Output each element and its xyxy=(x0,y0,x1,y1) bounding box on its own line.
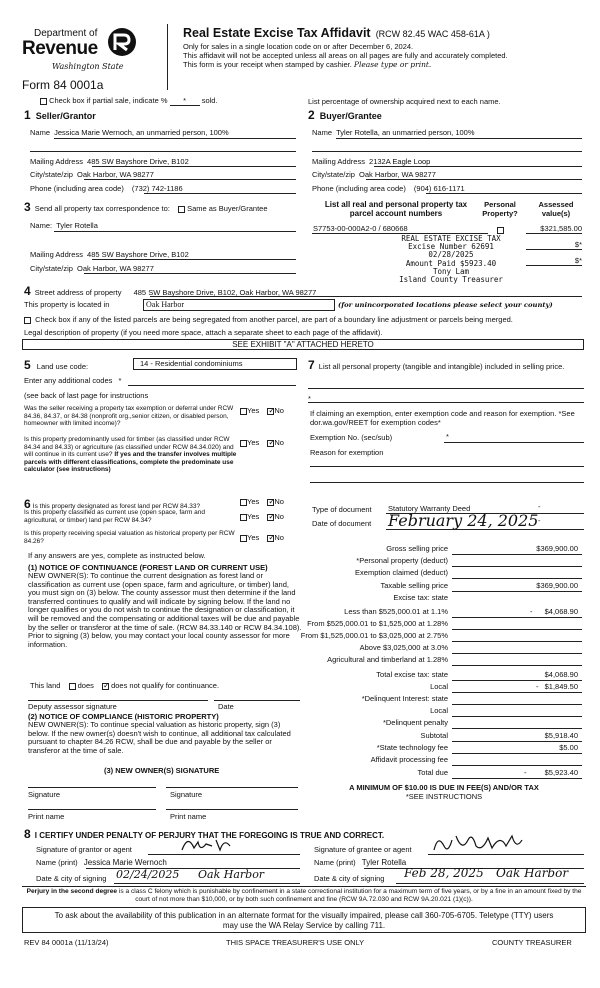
perjury-bold: Perjury in the second degree xyxy=(26,888,118,895)
buyer-section-title: Buyer/Grantee xyxy=(319,111,382,121)
land-use-q1-answer xyxy=(240,406,284,415)
correspondence-section-number: 3 xyxy=(24,200,31,214)
personal-property-section-number: 7 xyxy=(308,358,315,372)
assessed-value-header: Assessed value(s) xyxy=(538,200,574,218)
stamp-line2: Excise Number 62691 xyxy=(408,242,494,252)
total-state-value[interactable]: $4,068.90 xyxy=(544,670,578,679)
compliance-text: NEW OWNER(S): To continue special valuation as historic property, sign (3) below. If the new owner(s) doesn't wish to continue, all additional tax calculated pursuant to chapter 84.26 RCW, shall be due and payable by the seller or transferor at the time of sale. xyxy=(28,720,291,755)
tier3-underline xyxy=(452,641,582,642)
footer-top-rule xyxy=(22,886,586,887)
property-location-select[interactable]: Oak Harbor xyxy=(143,299,335,311)
forest-q1: Is this property designated as forest land per RCW 84.33? xyxy=(32,503,201,510)
assessed-value-underline-2 xyxy=(526,249,582,250)
owner-signature-label-2: Signature xyxy=(170,790,203,799)
seller-name-extra-line xyxy=(30,151,296,152)
penalty-underline xyxy=(452,728,582,729)
header-text xyxy=(183,26,593,69)
document-type-label: Type of document xyxy=(312,505,372,514)
total-state-label: Total excise tax: state xyxy=(376,670,448,679)
correspondence-mail-row xyxy=(30,250,189,259)
grantor-date-label: Date & city of signing xyxy=(36,874,107,883)
buyer-mail-label: Mailing Address xyxy=(312,157,365,166)
document-date-label: Date of document xyxy=(312,519,372,528)
owner-print-label-1: Print name xyxy=(28,812,65,821)
buyer-city-field[interactable]: Oak Harbor, WA 98277 xyxy=(359,170,436,179)
buyer-city-label: City/state/zip xyxy=(312,170,355,179)
partial-sale-checkbox[interactable] xyxy=(40,98,47,105)
grantor-name-row xyxy=(36,858,167,867)
seller-heading xyxy=(24,108,96,122)
form-number: Form 84 0001a xyxy=(22,78,104,92)
buyer-phone-underline xyxy=(426,193,582,194)
grantee-name-row xyxy=(314,858,406,867)
personal-deduct-label: *Personal property (deduct) xyxy=(356,556,448,565)
alt-format-notice: To ask about the availability of this publication in an alternate format for the visually impaired, please call 360-705-6705. Teletype (TTY) users may use the WA Relay Service by calling 711. xyxy=(22,907,586,933)
segregated-label: Check box if any of the listed parcels are being segregated from another parcel, are part of a boundary line adjustment or parcels being merged. xyxy=(35,315,513,324)
total-due-underline xyxy=(452,778,582,779)
seller-name-row xyxy=(30,128,229,137)
tier1-label: Less than $525,000.01 at 1.1% xyxy=(344,607,448,616)
grantor-date-field[interactable]: 02/24/2025 xyxy=(116,868,180,881)
certify-text: I CERTIFY UNDER PENALTY OF PERJURY THAT THE FOREGOING IS TRUE AND CORRECT. xyxy=(34,831,385,840)
tier5-underline xyxy=(452,665,582,666)
local-underline xyxy=(452,692,582,693)
personal-deduct-underline xyxy=(452,566,582,567)
dor-logo xyxy=(22,24,162,70)
grantor-signature[interactable] xyxy=(178,832,238,856)
yes-label: Yes xyxy=(247,512,260,521)
correspondence-city-row xyxy=(30,264,154,273)
property-street-label: Street address of property xyxy=(34,288,122,297)
see-back-note: (see back of last page for instructions xyxy=(24,391,149,400)
document-date-field[interactable]: February 24, 2025 xyxy=(388,511,539,530)
land-use-q2 xyxy=(24,436,242,474)
correspondence-name-field[interactable]: Tyler Rotella xyxy=(56,221,98,230)
taxable-underline xyxy=(452,591,582,592)
forest-q2: Is this property classified as current use (open space, farm and agricultural, or timber) land per RCW 84.34? xyxy=(24,509,206,524)
land-use-row xyxy=(24,358,88,372)
exemption-reason-underline-2 xyxy=(310,482,584,483)
assessed-value-field[interactable]: $321,585.00 xyxy=(540,224,582,233)
property-street-field[interactable]: 485 SW Bayshore Drive, B102, Oak Harbor, WA 98277 xyxy=(133,288,317,297)
treasurer-use-note: THIS SPACE TREASURER'S USE ONLY xyxy=(226,938,365,947)
same-as-buyer-label: Same as Buyer/Grantee xyxy=(187,204,268,213)
land-use-q2-no-checkbox[interactable] xyxy=(267,440,274,447)
tech-fee-value[interactable]: $5.00 xyxy=(559,743,578,752)
see-instructions-note: *SEE INSTRUCTIONS xyxy=(405,792,483,801)
personal-property-row xyxy=(308,358,588,372)
tier3-label: From $1,525,000.01 to $3,025,000 at 2.75% xyxy=(300,631,448,640)
buyer-heading xyxy=(308,108,382,122)
forest-q1-yes-checkbox[interactable] xyxy=(240,499,247,506)
tier1-value[interactable]: $4,068.90 xyxy=(544,607,578,616)
owner-signature-label-1: Signature xyxy=(28,790,61,799)
total-due-value[interactable]: $5,923.40 xyxy=(544,768,578,777)
tier2-underline xyxy=(452,629,582,630)
minimum-fee-note: A MINIMUM OF $10.00 IS DUE IN FEE(S) AND/OR TAX xyxy=(349,783,539,792)
forest-q1-answer xyxy=(240,497,284,506)
buyer-phone-label: Phone (including area code) xyxy=(312,184,406,193)
land-use-q2-text: Is this property predominantly used for timber (as classified under RCW 84.34 and 84.33) or agriculture (as classified under RCW 84.34.020) and will continue in its current use? xyxy=(24,436,234,458)
additional-codes-field[interactable]: * xyxy=(118,376,122,385)
grantee-name-label: Name (print) xyxy=(314,858,356,867)
delinquent-state-underline xyxy=(452,704,582,705)
segregated-checkbox[interactable] xyxy=(24,317,31,324)
dept-line1: Department of xyxy=(34,28,98,39)
tier2-label: From $525,000.01 to $1,525,000 at 1.28% xyxy=(307,619,448,628)
penalty-label: *Delinquent penalty xyxy=(382,718,448,727)
exemption-no-underline xyxy=(444,442,584,443)
seller-section-number: 1 xyxy=(24,108,31,122)
stamp-line5: Tony Lam xyxy=(432,266,470,276)
exemption-no-row xyxy=(310,433,392,442)
grantee-date-field[interactable]: Feb 28, 2025 xyxy=(404,866,484,880)
grantor-signature-line xyxy=(148,854,300,855)
header-line2: This affidavit will not be accepted unless all areas on all pages are fully and accurately completed. xyxy=(183,51,508,60)
personal-property-underline-2 xyxy=(308,402,584,403)
owner-signature-heading: (3) NEW OWNER(S) SIGNATURE xyxy=(104,766,220,775)
seller-phone-label: Phone (including area code) xyxy=(30,184,124,193)
forest-q2-yes-checkbox[interactable] xyxy=(240,514,247,521)
local-value[interactable]: $1,849.50 xyxy=(544,682,578,691)
taxable-value[interactable]: $369,900.00 xyxy=(536,581,578,590)
seller-phone-field[interactable]: (732) 742-1186 xyxy=(131,184,183,193)
personal-property-header: Personal Property? xyxy=(482,200,518,218)
segregated-row xyxy=(24,315,513,324)
buyer-phone-field[interactable]: (904) 616-1171 xyxy=(413,184,465,193)
owner-print-line-1 xyxy=(28,809,156,810)
buyer-name-field[interactable]: Tyler Rotella, an unmarried person, 100% xyxy=(336,128,475,137)
additional-codes-label: Enter any additional codes xyxy=(24,376,113,385)
partial-sale-row xyxy=(40,96,218,106)
dept-line2: Revenue xyxy=(22,38,98,59)
property-street-underline xyxy=(150,296,582,297)
additional-codes-row xyxy=(24,376,121,385)
forest-q3-yes-checkbox[interactable] xyxy=(240,535,247,542)
forest-section-number: 6 xyxy=(24,497,31,511)
land-use-section-number: 5 xyxy=(24,358,31,372)
form-revision: REV 84 0001a (11/13/24) xyxy=(24,938,109,947)
total-due-label: Total due xyxy=(417,768,448,777)
certify-section-number: 8 xyxy=(24,827,31,841)
correspondence-mail-underline xyxy=(92,259,296,260)
header-divider xyxy=(167,24,168,90)
property-location-label: This property is located in xyxy=(24,300,110,309)
owner-print-label-2: Print name xyxy=(170,812,207,821)
stamp-line3: 02/28/2025 xyxy=(428,250,474,260)
no-label: No xyxy=(274,497,284,506)
additional-codes-underline xyxy=(128,385,296,386)
personal-property-label: List all personal property (tangible and intangible) included in selling price. xyxy=(318,362,565,371)
exemption-no-field[interactable]: * xyxy=(446,432,449,441)
grantee-signature-line xyxy=(428,854,584,855)
tier1-underline xyxy=(452,617,582,618)
processing-fee-label: Affidavit processing fee xyxy=(370,755,448,764)
compliance-heading: (2) NOTICE OF COMPLIANCE (HISTORIC PROPERTY) xyxy=(28,712,219,721)
buyer-name-underline xyxy=(336,138,582,139)
taxable-label: Taxable selling price xyxy=(380,581,448,590)
exemption-reason-underline-1 xyxy=(310,466,584,467)
dept-line3: Washington State xyxy=(52,62,124,71)
tech-fee-label: *State technology fee xyxy=(376,743,448,752)
tier1-dash: - xyxy=(530,607,533,616)
subtotal-label: Subtotal xyxy=(420,731,448,740)
header-line3: This form is your receipt when stamped by cashier. xyxy=(183,60,352,69)
buyer-name-row xyxy=(312,128,475,137)
grantee-date-label: Date & city of signing xyxy=(314,874,385,883)
county-treasurer-label: COUNTY TREASURER xyxy=(492,938,572,947)
perjury-text: is a class C felony which is punishable by confinement in a state correctional institution for a maximum term of five years, or by a fine in an amount fixed by the court of not more than $10,000, or by both such confinement and fine (RCW 9A.72.030 and RCW 9A.20.021 (1)(c)). xyxy=(117,888,582,903)
property-section-number: 4 xyxy=(24,284,31,298)
grantor-city-field[interactable]: Oak Harbor xyxy=(198,868,265,881)
no-label: No xyxy=(274,438,284,447)
land-use-q2-bold: If yes and the transfer involves multiple parcels with different classifications, complete the predominate use calculator (see instructions) xyxy=(24,451,237,473)
yes-label: Yes xyxy=(247,406,260,415)
grantor-name-label: Name (print) xyxy=(36,858,78,867)
seller-city-label: City/state/zip xyxy=(30,170,73,179)
correspondence-name-row xyxy=(30,221,98,230)
does-label: does xyxy=(77,681,94,690)
form-title: Real Estate Excise Tax Affidavit xyxy=(183,26,371,40)
excise-state-label: Excise tax: state xyxy=(393,593,448,602)
parcels-header: List all real and personal property tax parcel account numbers xyxy=(324,200,468,218)
parcel-number-field[interactable]: S7753-00-000A2-0 / 680668 xyxy=(313,224,408,233)
exemption-no-label: Exemption No. (sec/sub) xyxy=(310,433,393,442)
subtotal-value[interactable]: $5,918.40 xyxy=(544,731,578,740)
revenue-emblem-icon xyxy=(106,26,138,58)
forest-q3: Is this property receiving special valuation as historical property per RCW 84.26? xyxy=(24,530,235,545)
this-land-label: This land xyxy=(30,681,61,690)
land-use-q1-no-checkbox[interactable] xyxy=(267,408,274,415)
legal-description-field[interactable]: SEE EXHIBIT "A" ATTACHED HERETO xyxy=(22,339,584,350)
local-label: Local xyxy=(430,682,448,691)
no-label: No xyxy=(274,533,284,542)
buyer-phone-row xyxy=(312,184,465,193)
subtotal-underline xyxy=(452,741,582,742)
grantee-signature-label: Signature of grantee or agent xyxy=(314,845,412,854)
owner-signature-line-2 xyxy=(166,787,298,788)
property-location-row xyxy=(24,300,109,309)
document-type-field[interactable]: Statutory Warranty Deed xyxy=(388,504,471,513)
deputy-signature-line xyxy=(28,700,208,701)
no-label: No xyxy=(274,406,284,415)
land-use-q2-answer xyxy=(240,438,284,447)
grantor-signature-label: Signature of grantor or agent xyxy=(36,845,132,854)
delinquent-local-label: Local xyxy=(430,706,448,715)
partial-sale-label: Check box if partial sale, indicate % xyxy=(49,96,168,105)
forest-q2-answer xyxy=(240,512,284,521)
buyer-city-row xyxy=(312,170,436,179)
exemption-reason-label: Reason for exemption xyxy=(310,448,384,457)
grantor-date-underline xyxy=(114,883,300,884)
personal-property-underline-1 xyxy=(308,388,584,389)
land-does-not-checkbox[interactable] xyxy=(102,683,109,690)
exemption-label: If claiming an exemption, enter exemption code and reason for exemption. xyxy=(310,409,557,418)
tier4-label: Above $3,025,000 at 3.0% xyxy=(359,643,448,652)
deputy-date-line xyxy=(214,700,300,701)
total-due-dash: - xyxy=(524,768,527,777)
assessed-value-underline-3 xyxy=(526,265,582,266)
seller-name-field[interactable]: Jessica Marie Wernoch, an unmarried person, 100% xyxy=(54,128,229,137)
stamp-line6: Island County Treasurer xyxy=(399,275,503,285)
total-state-underline xyxy=(452,680,582,681)
seller-name-underline xyxy=(54,138,296,139)
land-does-checkbox[interactable] xyxy=(69,683,76,690)
deputy-date-label: Date xyxy=(218,702,234,711)
treasurer-stamp xyxy=(378,235,524,284)
correspondence-mail-field[interactable]: 485 SW Bayshore Drive, B102 xyxy=(87,250,189,259)
header-line3b: Please type or print. xyxy=(353,60,432,69)
delinquent-state-label: *Delinquent Interest: state xyxy=(361,694,448,703)
partial-sale-percent[interactable]: * xyxy=(170,96,200,106)
land-use-q1: Was the seller receiving a property tax exemption or deferral under RCW 84.36, 84.37, or 84.38 (nonprofit org.,senior citizen, or disabled person, homeowner with limited income)? xyxy=(24,405,234,427)
tier4-underline xyxy=(452,653,582,654)
gross-value[interactable]: $369,900.00 xyxy=(536,544,578,553)
ownership-note: List percentage of ownership acquired next to each name. xyxy=(308,97,501,106)
tech-fee-underline xyxy=(452,753,582,754)
seller-name-label: Name xyxy=(30,128,51,137)
same-as-buyer-checkbox[interactable] xyxy=(178,206,185,213)
land-use-select[interactable]: 14 - Residential condominiums xyxy=(133,358,297,370)
land-use-q2-yes-checkbox[interactable] xyxy=(240,440,247,447)
gross-underline xyxy=(452,554,582,555)
grantee-city-field[interactable]: Oak Harbor xyxy=(496,866,569,880)
yes-label: Yes xyxy=(247,533,260,542)
exemption-deduct-label: Exemption claimed (deduct) xyxy=(355,568,448,577)
partial-sale-label-post: sold. xyxy=(201,96,218,105)
exemption-deduct-underline xyxy=(452,578,582,579)
yes-label: Yes xyxy=(247,497,260,506)
form-title-ref: (RCW 82.45 WAC 458-61A ) xyxy=(375,29,490,39)
seller-city-row xyxy=(30,170,154,179)
document-date-underline xyxy=(386,529,584,530)
buyer-name-extra-line xyxy=(312,151,582,152)
correspondence-label: Send all property tax correspondence to: xyxy=(34,204,170,213)
gross-label: Gross selling price xyxy=(386,544,448,553)
buyer-mail-field[interactable]: 2132A Eagle Loop xyxy=(369,157,431,166)
seller-city-underline xyxy=(84,179,296,180)
seller-mail-field[interactable]: 485 SW Bayshore Drive, B102 xyxy=(87,157,189,166)
forest-q1-no-checkbox[interactable] xyxy=(267,499,274,506)
seller-mail-underline xyxy=(92,166,296,167)
correspondence-city-underline xyxy=(84,273,296,274)
land-use-q1-yes-checkbox[interactable] xyxy=(240,408,247,415)
correspondence-name-underline xyxy=(54,231,296,232)
property-location-note: (for unincorporated locations please select your county) xyxy=(338,301,553,309)
legal-description-label: Legal description of property (if you need more space, attach a separate sheet to each page of the affidavit). xyxy=(24,328,383,337)
correspondence-city-label: City/state/zip xyxy=(30,264,73,273)
deputy-signature-label: Deputy assessor signature xyxy=(28,702,117,711)
forest-q3-no-checkbox[interactable] xyxy=(267,535,274,542)
stamp-line4: Amount Paid $5923.40 xyxy=(405,258,497,268)
grantee-name-field[interactable]: Tyler Rotella xyxy=(361,858,407,867)
no-label: No xyxy=(274,512,284,521)
does-not-label: does not qualify for continuance. xyxy=(111,681,220,690)
yes-label: Yes xyxy=(247,438,260,447)
personal-property-field[interactable]: * xyxy=(308,394,311,403)
assessed-value-field-3[interactable]: $* xyxy=(574,256,582,265)
delinquent-local-underline xyxy=(452,716,582,717)
grantor-name-field[interactable]: Jessica Marie Wernoch xyxy=(83,858,167,867)
document-date-dash: - xyxy=(538,516,541,525)
exemption-link[interactable]: *See dor.wa.gov/REET for exemption codes* xyxy=(310,409,575,427)
exemption-instructions xyxy=(310,409,586,427)
correspondence-city-field[interactable]: Oak Harbor, WA 98277 xyxy=(77,264,154,273)
correspondence-mail-label: Mailing Address xyxy=(30,250,83,259)
continuance-text: NEW OWNER(S): To continue the current designation as forest land or classification as current use (open space, farm and agriculture, or timber) land, you must sign on (3) below. The county assessor must then determine if the land transferred continues to qualify and will indicate by signing below. If the land no longer qualifies or you do not wish to continue the designation or classification, it will be removed and the compensating or additional taxes will be due and payable by the seller or transferor at the time of sale. (RCW 84.33.140 or RCW 84.34.108). Prior to signing (3) below, you may contact your local county assessor for more information. xyxy=(28,571,302,649)
correspondence-heading xyxy=(24,200,268,214)
assessed-value-field-2[interactable]: $* xyxy=(574,240,582,249)
stamp-line1: REAL ESTATE EXCISE TAX xyxy=(401,234,501,243)
local-dash: - xyxy=(536,682,539,691)
tier5-label: Agricultural and timberland at 1.28% xyxy=(327,655,448,664)
seller-mail-label: Mailing Address xyxy=(30,157,83,166)
forest-q3-answer xyxy=(240,533,284,542)
document-type-dash: - xyxy=(538,502,541,511)
personal-property-checkbox[interactable] xyxy=(497,227,504,234)
perjury-notice xyxy=(22,888,586,903)
seller-section-title: Seller/Grantor xyxy=(35,111,96,121)
buyer-mail-row xyxy=(312,157,430,166)
buyer-mail-underline xyxy=(374,166,582,167)
seller-mail-row xyxy=(30,157,189,166)
seller-phone-row xyxy=(30,184,183,193)
continuance-heading: (1) NOTICE OF CONTINUANCE (FOREST LAND OR CURRENT USE) xyxy=(28,563,268,572)
land-qualify-row xyxy=(30,681,219,690)
owner-print-line-2 xyxy=(166,809,298,810)
processing-fee-underline xyxy=(452,765,582,766)
assessed-value-underline xyxy=(526,233,582,234)
correspondence-name-label: Name: xyxy=(30,221,53,230)
seller-phone-underline xyxy=(144,193,296,194)
buyer-name-label: Name xyxy=(312,128,333,137)
forest-intro: If any answers are yes, complete as instructed below. xyxy=(28,551,206,560)
header-line1: Only for sales in a single location code on or after December 6, 2024. xyxy=(183,42,414,51)
buyer-city-underline xyxy=(366,179,582,180)
land-use-label: Land use code: xyxy=(36,362,89,371)
owner-signature-line-1 xyxy=(28,787,156,788)
grantee-signature[interactable] xyxy=(430,830,530,856)
seller-city-field[interactable]: Oak Harbor, WA 98277 xyxy=(77,170,154,179)
grantee-date-underline xyxy=(396,883,584,884)
forest-q2-no-checkbox[interactable] xyxy=(267,514,274,521)
buyer-section-number: 2 xyxy=(308,108,315,122)
